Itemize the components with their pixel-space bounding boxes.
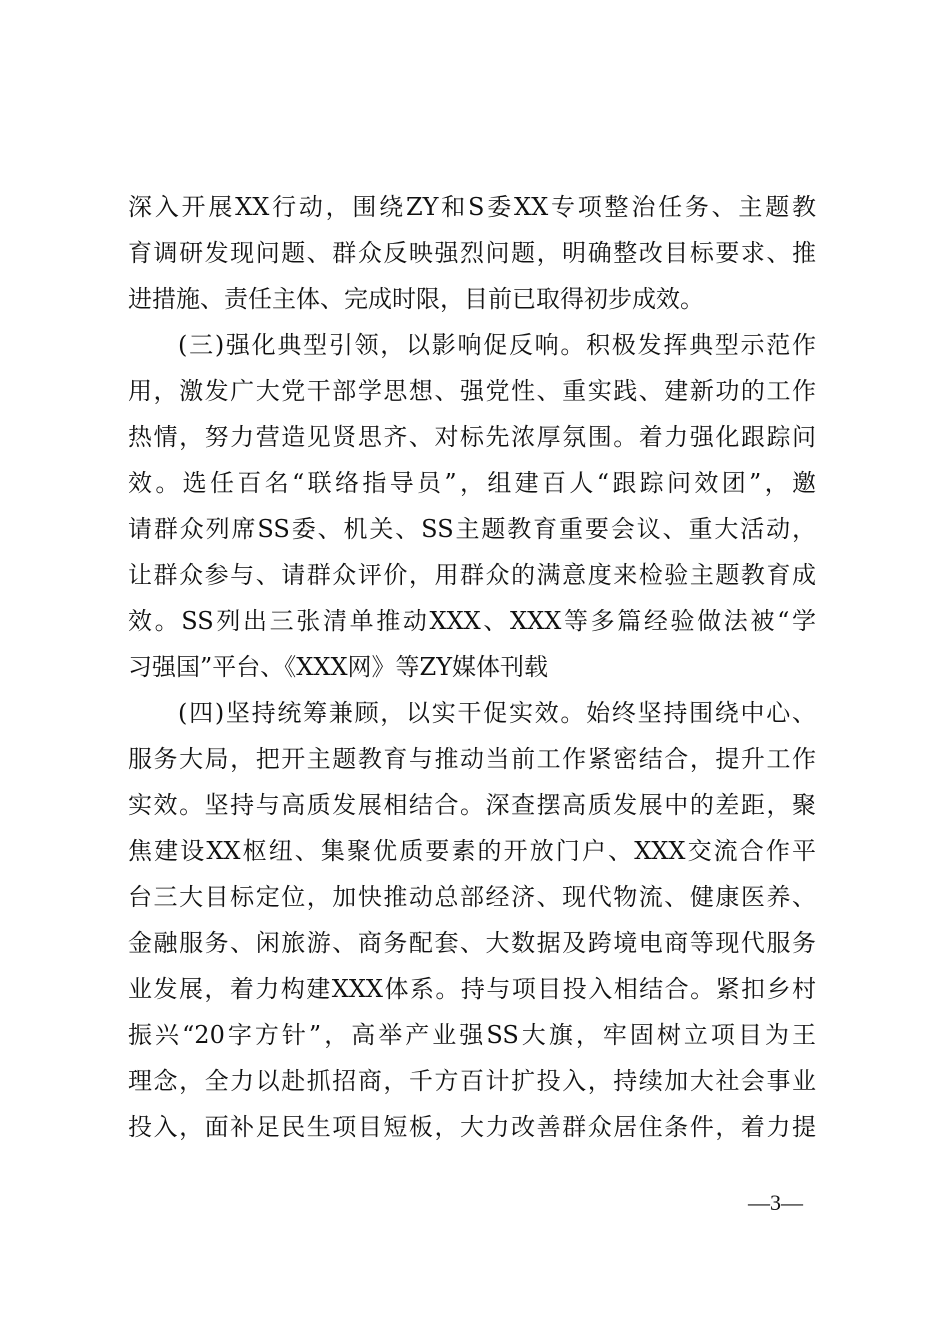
text-line: 台三大目标定位，加快推动总部经济、现代物流、健康医养、 xyxy=(128,883,816,911)
paragraph-first-line xyxy=(128,322,816,368)
paragraph-first-line xyxy=(128,690,816,736)
text-line: 金融服务、闲旅游、商务配套、大数据及跨境电商等现代服务 xyxy=(128,929,816,957)
text-line: 育调研发现问题、群众反映强烈问题，明确整改目标要求、推 xyxy=(128,239,816,267)
page-number: —3— xyxy=(748,1190,803,1215)
text-line: 用，激发广大党干部学思想、强党性、重实践、建新功的工作 xyxy=(128,377,816,405)
text-line: 深入开展XX行动，围绕ZY和S委XX专项整治任务、主题教 xyxy=(128,193,816,221)
text-line: 效。SS列出三张清单推动XXX、XXX等多篇经验做法被“学 xyxy=(128,607,816,635)
text-line: 业发展，着力构建XXX体系。持与项目投入相结合。紧扣乡村 xyxy=(128,975,816,1003)
text-line: 让群众参与、请群众评价，用群众的满意度来检验主题教育成 xyxy=(128,561,816,589)
text-line: 习强国”平台、《XXX网》等ZY媒体刊载 xyxy=(128,653,549,681)
text-line: 效。选任百名“联络指导员”，组建百人“跟踪问效团”，邀 xyxy=(128,469,816,497)
text-line: 焦建设XX枢纽、集聚优质要素的开放门户、XXX交流合作平 xyxy=(128,837,816,865)
text-line: 投入，面补足民生项目短板，大力改善群众居住条件，着力提 xyxy=(128,1113,816,1141)
text-line: 理念，全力以赴抓招商，千方百计扩投入，持续加大社会事业 xyxy=(128,1067,816,1095)
section-heading: (三)强化典型引领，以影响促反响。 xyxy=(178,331,587,359)
section-heading: (四)坚持统筹兼顾，以实干促实效。 xyxy=(178,699,587,727)
text-span: 积极发挥典型示范作 xyxy=(586,331,816,359)
text-line: 进措施、责任主体、完成时限，目前已取得初步成效。 xyxy=(128,285,704,313)
text-line: 实效。坚持与高质发展相结合。深查摆高质发展中的差距，聚 xyxy=(128,791,816,819)
text-line: 请群众列席SS委、机关、SS主题教育重要会议、重大活动， xyxy=(128,515,816,543)
text-line: 服务大局，把开主题教育与推动当前工作紧密结合，提升工作 xyxy=(128,745,816,773)
text-span: 始终坚持围绕中心、 xyxy=(586,699,816,727)
document-body xyxy=(128,184,816,1150)
text-line: 热情，努力营造见贤思齐、对标先浓厚氛围。着力强化跟踪问 xyxy=(128,423,816,451)
text-line: 振兴“20字方针”，高举产业强SS大旗，牢固树立项目为王 xyxy=(128,1021,816,1049)
